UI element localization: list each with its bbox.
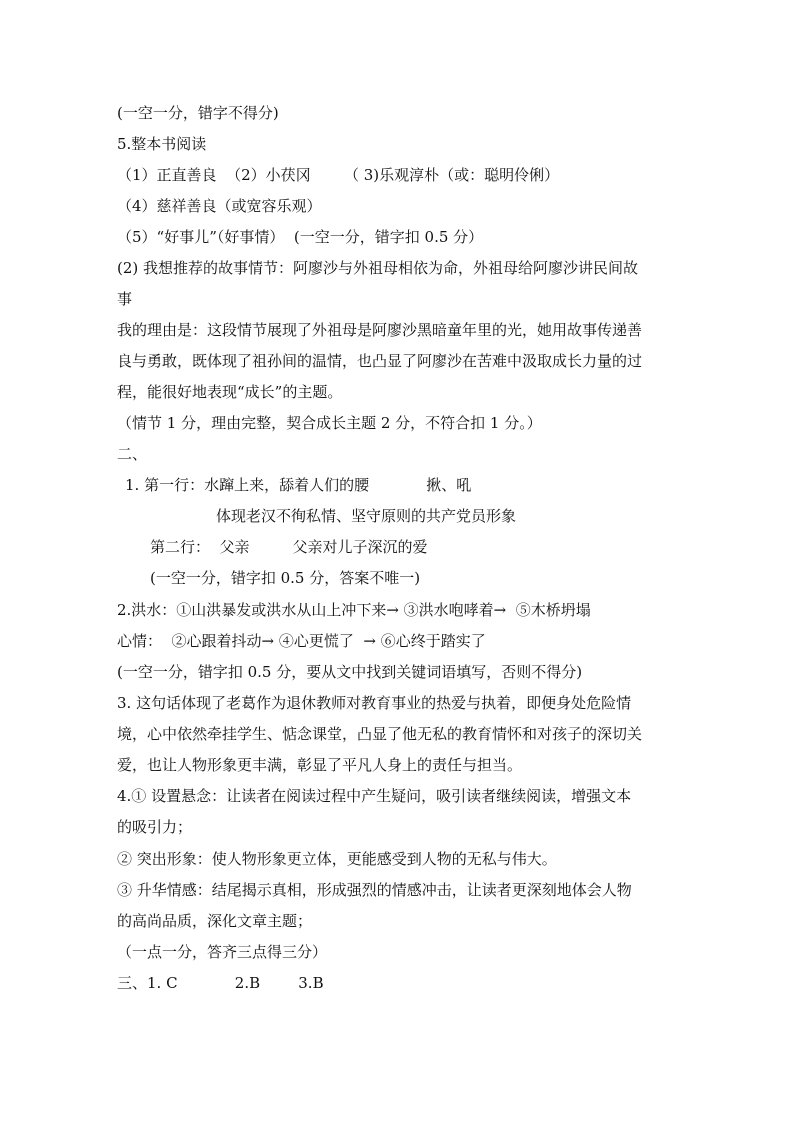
- text-line: 良与勇敢，既体现了祖孙间的温情，也凸显了阿廖沙在苦难中汲取成长力量的过: [117, 352, 643, 370]
- text-line: 的吸引力；: [117, 818, 193, 836]
- text-line: (一空一分，错字扣 0.5 分，答案不唯一): [150, 569, 421, 587]
- text-line: ② 突出形象：使人物形象更立体，更能感受到人物的无私与伟大。: [117, 850, 557, 868]
- text-line: 1. 第一行：水蹿上来，舔着人们的腰 揪、吼: [125, 476, 472, 494]
- text-line: 境，心中依然牵挂学生、惦念课堂，凸显了他无私的教育情怀和对孩子的深切关: [117, 725, 643, 743]
- text-line: 心情： ②心跟着抖动→ ④心更慌了 → ⑥心终于踏实了: [117, 632, 486, 650]
- text-line: ③ 升华情感：结尾揭示真相，形成强烈的情感冲击，让读者更深刻地体会人物: [117, 881, 632, 899]
- text-line: （1）正直善良 （2）小茯冈 （ 3)乐观淳朴（或：聪明伶俐）: [117, 166, 560, 184]
- text-line: 第二行： 父亲 父亲对儿子深沉的爱: [150, 538, 428, 556]
- text-line: 爱，也让人物形象更丰满，彰显了平凡人身上的责任与担当。: [117, 756, 523, 774]
- text-line: （一点一分，答齐三点得三分）: [117, 943, 328, 961]
- text-line: 体现老汉不徇私情、坚守原则的共产党员形象: [216, 507, 517, 525]
- section-heading: 5.整本书阅读: [117, 135, 207, 153]
- text-line: 我的理由是：这段情节展现了外祖母是阿廖沙黑暗童年里的光，她用故事传递善: [117, 321, 643, 339]
- text-line: （5）“好事儿”（好事情） (一空一分，错字扣 0.5 分）: [117, 228, 484, 246]
- section-heading: 二、: [117, 445, 148, 463]
- text-line: 2.洪水：①山洪暴发或洪水从山上冲下来→ ③洪水咆哮着→ ⑤木桥坍塌: [117, 601, 591, 619]
- text-line: (一空一分，错字不得分): [117, 104, 279, 122]
- text-line: （4）慈祥善良（或宽容乐观）: [117, 197, 322, 215]
- text-line: 4.① 设置悬念：让读者在阅读过程中产生疑问，吸引读者继续阅读，增强文本: [117, 787, 632, 805]
- text-line: 事: [117, 290, 133, 308]
- text-line: (2) 我想推荐的故事情节：阿廖沙与外祖母相依为命，外祖母给阿廖沙讲民间故: [117, 259, 639, 277]
- text-line: 的高尚品质，深化文章主题；: [117, 912, 313, 930]
- section-heading: 三、1. C 2.B 3.B: [117, 974, 324, 992]
- text-line: 3. 这句话体现了老葛作为退休教师对教育事业的热爱与执着，即便身处危险情: [117, 694, 632, 712]
- text-line: (一空一分，错字扣 0.5 分，要从文中找到关键词语填写，否则不得分): [117, 663, 583, 681]
- text-line: （情节 1 分，理由完整，契合成长主题 2 分，不符合扣 1 分。）: [117, 414, 542, 432]
- text-line: 程，能很好地表现“成长”的主题。: [117, 383, 343, 401]
